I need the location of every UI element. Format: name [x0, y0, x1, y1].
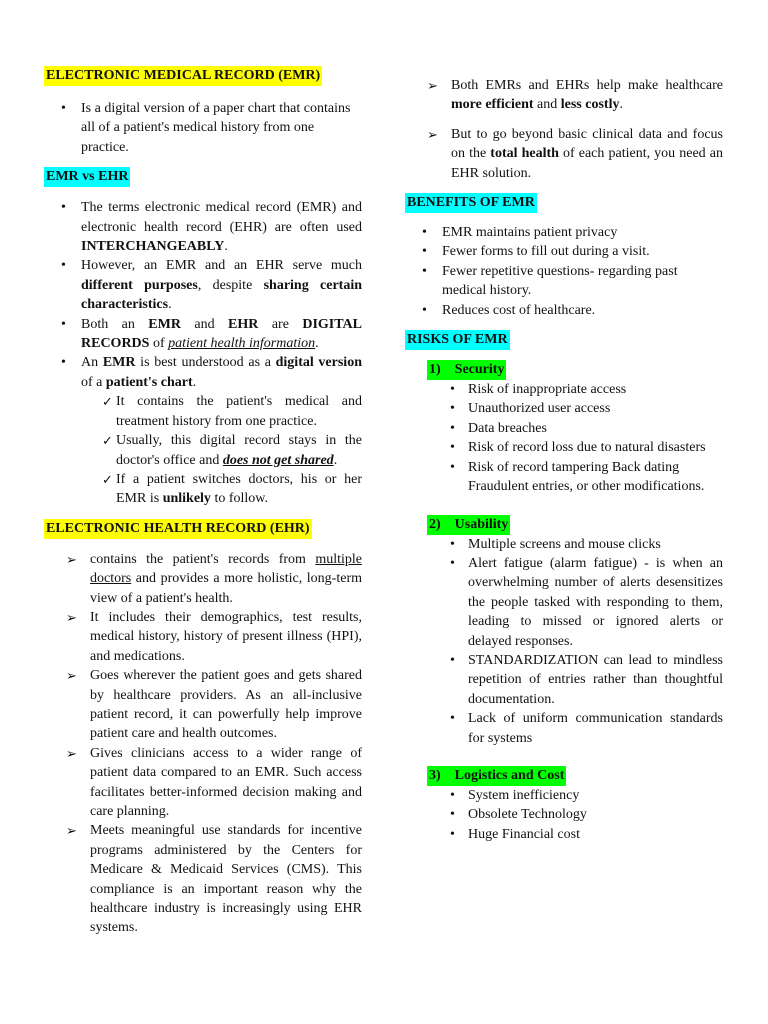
text: However, an EMR and an EHR serve much	[81, 258, 362, 274]
emphasis: different purposes	[81, 277, 198, 293]
list-item: • Lack of uniform communication standards for systems	[405, 709, 723, 748]
emr-vs-ehr-header: EMR vs EHR	[44, 167, 130, 187]
text: and	[180, 316, 229, 332]
text: is best understood as a	[135, 355, 276, 371]
benefits-list	[405, 223, 723, 320]
text: But to go beyond basic clinical data and focus on the	[451, 126, 723, 162]
list-item	[44, 256, 362, 314]
text: Both an	[81, 316, 149, 332]
list-item	[405, 76, 723, 115]
benefits-header: BENEFITS OF EMR	[405, 193, 537, 213]
list-item: • Risk of inappropriate access	[405, 380, 723, 399]
emr-detail-checklist	[44, 392, 362, 508]
left-column	[44, 64, 362, 938]
right-column	[405, 76, 723, 844]
emphasis: INTERCHANGEABLY	[81, 239, 225, 255]
text: of a	[81, 374, 106, 390]
list-item: • Fewer repetitive questions- regarding past medical history.	[405, 262, 723, 301]
emphasis: does not get shared	[222, 452, 334, 468]
emphasis: sharing certain characteristics	[81, 277, 362, 313]
emphasis: less costly	[560, 97, 620, 113]
list-item: • Multiple screens and mouse clicks	[405, 535, 723, 554]
ehr-list	[44, 550, 362, 938]
emphasis: DIGITAL RECORDS	[81, 316, 362, 352]
risks-header: RISKS OF EMR	[405, 330, 510, 350]
checklist-item	[44, 470, 362, 509]
list-item: • Obsolete Technology	[405, 805, 723, 824]
usability-risk-list	[405, 535, 723, 748]
emphasis: multiple doctors	[90, 551, 362, 587]
text: are	[258, 316, 303, 332]
list-item: • Fewer forms to fill out during a visit.	[405, 242, 723, 261]
list-item: • Alert fatigue (alarm fatigue) - is when an overwhelming number of alerts desensitizes the people tasked with responding to them, leading to missed or ignored alerts or delayed responses.	[405, 554, 723, 651]
section-number: 2)	[429, 516, 441, 532]
emphasis: EHR	[228, 316, 259, 332]
list-item: • Risk of record tampering Back dating Fraudulent entries, or other modifications.	[405, 458, 723, 497]
text: .	[224, 239, 228, 255]
section-number: 1)	[429, 362, 441, 378]
text: .	[333, 452, 338, 468]
emphasis: more efficient	[451, 97, 534, 113]
text: contains the patient's records from	[90, 551, 316, 567]
text: .	[168, 297, 172, 313]
security-risk-list	[405, 380, 723, 496]
emr-definition-list	[44, 99, 362, 157]
list-item: • Risk of record loss due to natural disasters	[405, 438, 723, 457]
list-item: • STANDARDIZATION can lead to mindless repetition of entries rather than thoughtful documentation.	[405, 651, 723, 709]
list-item: • System inefficiency	[405, 786, 723, 805]
list-item	[44, 198, 362, 256]
section-number: 3)	[429, 767, 441, 783]
logistics-risk-list	[405, 786, 723, 844]
emphasis: total health	[490, 146, 559, 162]
emphasis: EMR	[148, 316, 181, 332]
security-header	[427, 360, 506, 380]
list-item	[405, 125, 723, 183]
text: of each patient, you need an EHR solution.	[451, 146, 723, 181]
list-item	[44, 315, 362, 354]
list-item: • Data breaches	[405, 419, 723, 438]
list-item: • Unauthorized user access	[405, 399, 723, 418]
section-label: Logistics and Cost	[454, 767, 565, 783]
emphasis: patient's chart	[105, 374, 193, 390]
list-item	[44, 550, 362, 608]
text: The terms electronic medical record (EMR) and electronic health record (EHR) are often used	[81, 200, 362, 235]
text: of	[149, 336, 169, 352]
emr-header: ELECTRONIC MEDICAL RECORD (EMR)	[44, 66, 322, 86]
usability-header	[427, 515, 510, 535]
list-item: • Is a digital version of a paper chart that contains all of a patient's medical history from one practice.	[44, 99, 362, 157]
list-item	[44, 353, 362, 392]
intro-list	[405, 76, 723, 183]
list-item: ➢ Meets meaningful use standards for incentive programs administered by the Centers for Medicare & Medicaid Services (CMS). This compliance is an important reason why the healthcare industry is increasingly using EHR systems.	[44, 821, 362, 937]
text: Usually, this digital record stays in the doctor's office and	[116, 433, 362, 468]
text: , despite	[197, 277, 264, 293]
list-item: ➢ Goes wherever the patient goes and gets shared by healthcare providers. As an all-inclusive patient record, it can powerfully help improve patient care and health outcomes.	[44, 666, 362, 744]
list-item: ➢ It includes their demographics, test results, medical history, history of present illness (HPI), and medications.	[44, 608, 362, 666]
checklist-item	[44, 431, 362, 470]
list-item: • EMR maintains patient privacy	[405, 223, 723, 242]
list-item: • Huge Financial cost	[405, 825, 723, 844]
text: to follow.	[210, 491, 268, 507]
emr-vs-ehr-list	[44, 198, 362, 392]
text: and	[533, 97, 561, 113]
text: If a patient switches doctors, his or her EMR is	[116, 471, 362, 507]
text: .	[192, 374, 197, 390]
emphasis: patient health information	[168, 336, 316, 352]
emphasis: EMR	[102, 355, 136, 371]
list-item: ➢ Gives clinicians access to a wider range of patient data compared to an EMR. Such access facilitates better-informed decision making and care planning.	[44, 744, 362, 822]
emphasis: digital version	[275, 355, 362, 371]
emphasis: unlikely	[162, 491, 211, 507]
checklist-item: ✓ It contains the patient's medical and treatment history from one practice.	[44, 392, 362, 431]
text: .	[315, 336, 319, 352]
ehr-header: ELECTRONIC HEALTH RECORD (EHR)	[44, 519, 312, 539]
logistics-cost-header	[427, 766, 566, 786]
section-label: Usability	[454, 516, 509, 532]
text: and provides a more holistic, long-term view of a patient's health.	[90, 571, 362, 606]
text: An	[81, 355, 103, 371]
list-item: • Reduces cost of healthcare.	[405, 301, 723, 320]
text: Both EMRs and EHRs help make healthcare	[451, 78, 723, 93]
section-label: Security	[454, 362, 505, 378]
text: .	[619, 97, 623, 113]
